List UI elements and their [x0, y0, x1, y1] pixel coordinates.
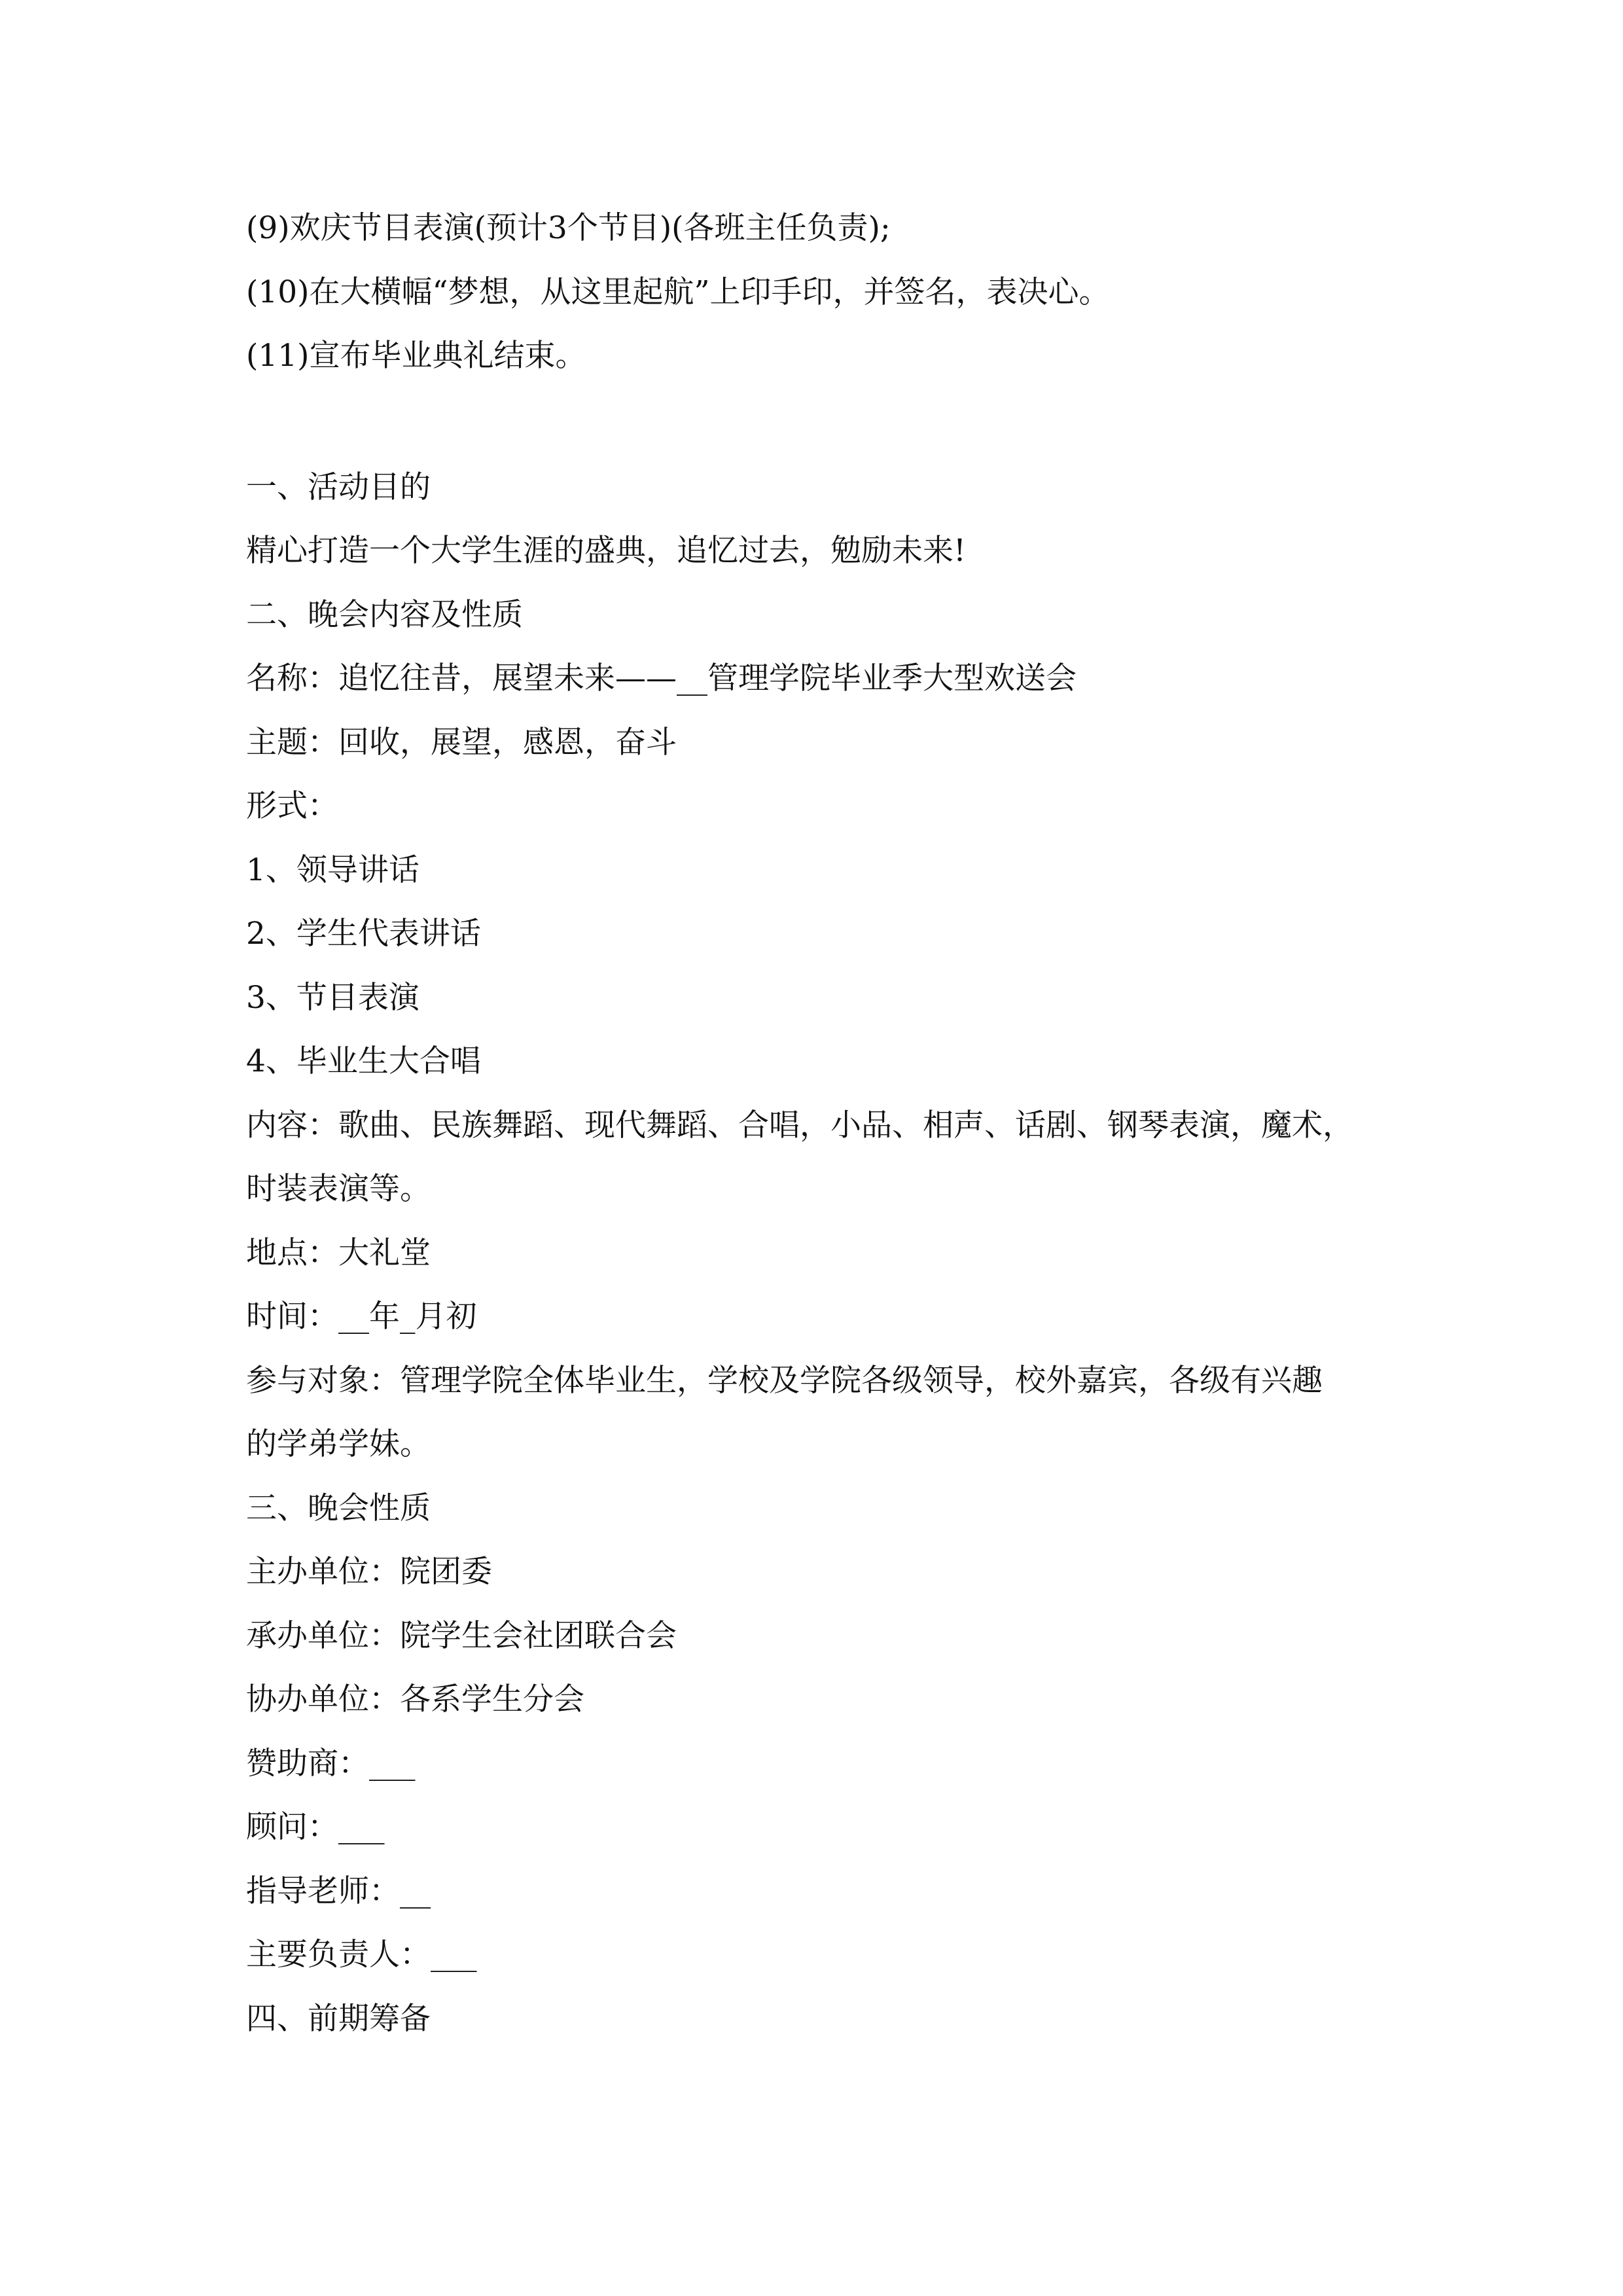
form-item: 3、节目表演 [246, 979, 419, 1016]
section-heading-purpose: 一、活动目的 [246, 469, 431, 505]
advisor: 顾问：___ [246, 1809, 385, 1845]
document-body [246, 196, 1398, 2051]
section-heading-content: 二、晚会内容及性质 [246, 596, 523, 633]
form-item: 2、学生代表讲话 [246, 916, 481, 952]
participants-line: 的学弟学妹。 [246, 1426, 431, 1462]
list-item-9: (9)欢庆节目表演(预计3个节目)(各班主任负责); [246, 210, 891, 246]
organizer: 主办单位：院团委 [246, 1554, 492, 1590]
form-label: 形式： [246, 788, 338, 824]
event-place: 地点：大礼堂 [246, 1234, 431, 1271]
section-heading-preparation: 四、前期筹备 [246, 2000, 431, 2037]
event-name: 名称：追忆往昔，展望未来——__管理学院毕业季大型欢送会 [246, 660, 1077, 696]
instructor: 指导老师：__ [246, 1873, 431, 1909]
form-item: 4、毕业生大合唱 [246, 1043, 481, 1079]
content-line: 时装表演等。 [246, 1171, 431, 1207]
section-heading-nature: 三、晚会性质 [246, 1490, 431, 1526]
event-time: 时间：__年_月初 [246, 1299, 477, 1335]
participants-line: 参与对象：管理学院全体毕业生，学校及学院各级领导，校外嘉宾，各级有兴趣 [246, 1362, 1323, 1399]
leader: 主要负责人：___ [246, 1937, 477, 1973]
purpose-text: 精心打造一个大学生涯的盛典，追忆过去，勉励未来! [246, 533, 966, 569]
form-item: 1、领导讲话 [246, 852, 419, 888]
event-theme: 主题：回收，展望，感恩，奋斗 [246, 724, 677, 761]
co-organizer: 协办单位：各系学生分会 [246, 1681, 584, 1717]
content-line: 内容：歌曲、民族舞蹈、现代舞蹈、合唱，小品、相声、话剧、钢琴表演，魔术， [246, 1107, 1353, 1143]
list-item-10: (10)在大横幅“梦想，从这里起航”上印手印，并签名，表决心。 [246, 274, 1110, 310]
undertaker: 承办单位：院学生会社团联合会 [246, 1617, 677, 1654]
sponsor: 赞助商：___ [246, 1745, 416, 1782]
paragraph-gap [246, 388, 1398, 456]
list-item-11: (11)宣布毕业典礼结束。 [246, 338, 586, 374]
